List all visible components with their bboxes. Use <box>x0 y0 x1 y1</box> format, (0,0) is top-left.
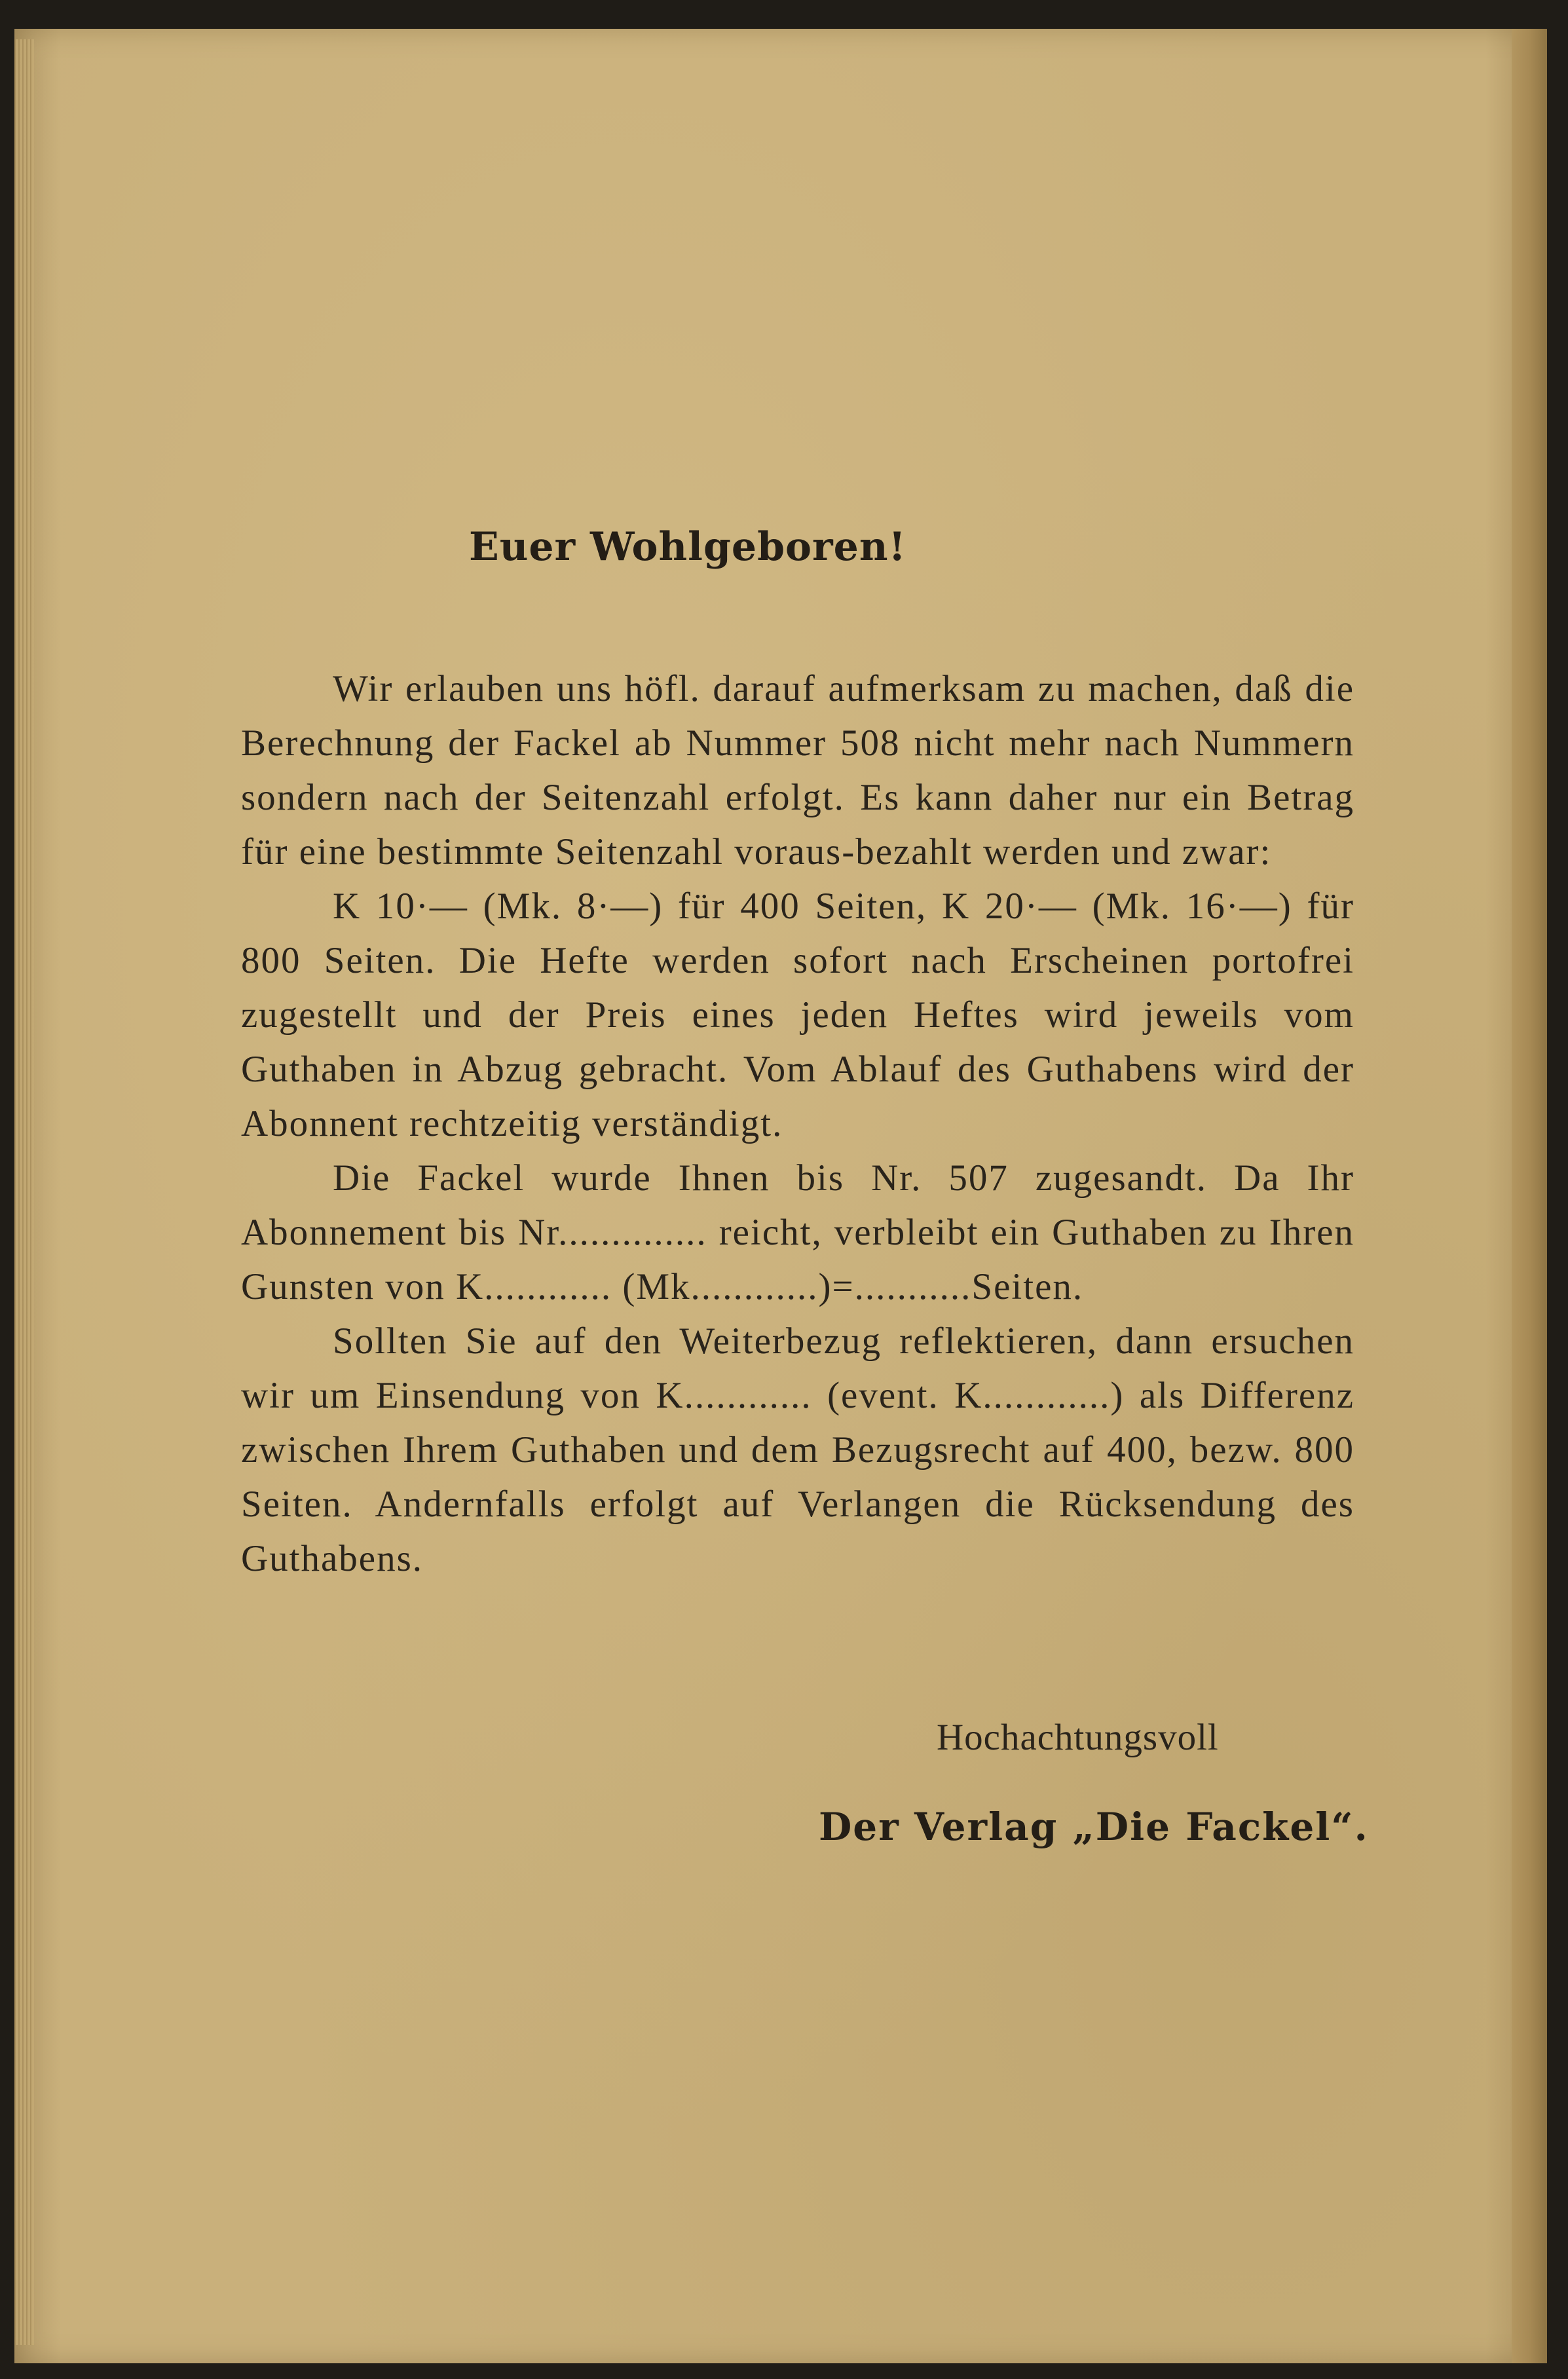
publisher-signature: Der Verlag „Die Fackel“. <box>819 1805 1369 1849</box>
paragraph-4: Sollten Sie auf den Weiterbezug reflektieren, dann ersuchen wir um Einsendung von K............ (event. K............) als Differenz zwischen Ihrem Guthaben und dem Bezugsrecht auf 400, bezw. 800 Seiten. Andernfalls erfolgt auf Verlangen die Rücksendung des Guthabens. <box>241 1321 1354 1579</box>
paragraph-2: K 10·— (Mk. 8·—) für 400 Seiten, K 20·— (Mk. 16·—) für 800 Seiten. Die Hefte werden sofort nach Erscheinen portofrei zugestellt und der Preis eines jeden Heftes wird jeweils vom Guthaben in Abzug gebracht. Vom Ablauf des Guthabens wird der Abonnent rechtzeitig verständigt. <box>241 886 1354 1144</box>
page-edges <box>14 39 34 2345</box>
salutation-heading: Euer Wohlgeboren! <box>469 524 906 570</box>
closing-line: Hochachtungsvoll <box>937 1717 1219 1758</box>
paragraph-3: Die Fackel wurde Ihnen bis Nr. 507 zugesandt. Da Ihr Abonnement bis Nr.............. reicht, verbleibt ein Guthaben zu Ihren Gunsten von K............ (Mk............)=...........Seiten. <box>241 1157 1354 1307</box>
facing-page-edge <box>1512 29 1547 2363</box>
letter-body <box>241 662 1354 1586</box>
paragraph-1: Wir erlauben uns höfl. darauf aufmerksam zu machen, daß die Berechnung der Fackel ab Nummer 508 nicht mehr nach Nummern sondern nach der Seitenzahl erfolgt. Es kann daher nur ein Betrag für eine bestimmte Seitenzahl voraus-bezahlt werden und zwar: <box>241 668 1354 872</box>
